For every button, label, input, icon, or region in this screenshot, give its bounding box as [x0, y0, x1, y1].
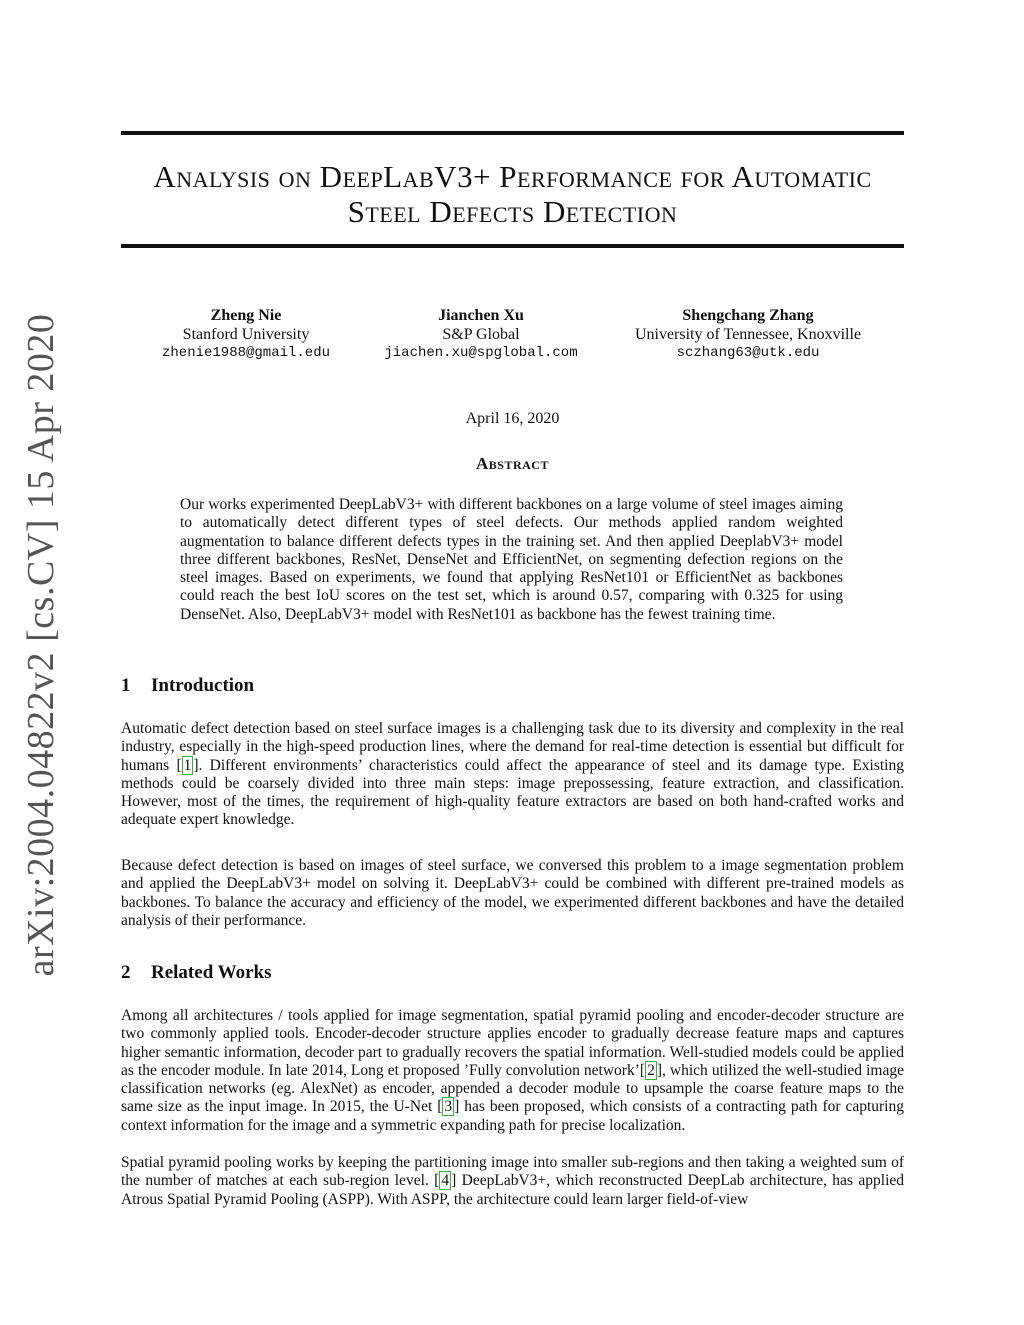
paper-date: April 16, 2020: [465, 410, 560, 427]
paragraph-text: Spatial pyramid pooling works by keeping the partitioning image into smaller sub-regions and then taking a weighted sum of the number of matches at each sub-region level.: [121, 1154, 904, 1190]
arxiv-identifier-stamp: arXiv:2004.04822v2 [cs.CV] 15 Apr 2020: [20, 313, 62, 977]
title-rule-bottom: [121, 244, 904, 248]
paragraph-text: , which utilized the well-studied image classification networks (eg. AlexNet) as encoder, appended a decoder module to upsample the coarse feature maps to the same size as the input image. In 2015, the U-Net: [121, 1061, 904, 1116]
author-name: Shengchang Zhang: [682, 307, 814, 324]
citation-link[interactable]: 2: [647, 1061, 655, 1079]
citation-link[interactable]: 4: [441, 1172, 450, 1190]
introduction-paragraph-2: Because defect detection is based on images of steel surface, we conversed this problem to a image segmentation problem and applied the DeepLabV3+ model on solving it. DeepLabV3+ could be combined with different pre-trained models as backbones. To balance the accuracy and efficiency of the model, we experimented different backbones and have the detailed analysis of their performance.: [121, 857, 904, 929]
paragraph-text: Among all architectures / tools applied for image segmentation, spatial pyramid pooling and encoder-decoder structure are two commonly applied tools. Encoder-decoder structure applies encoder to gradually decrease feature maps and captures higher semantic information, decoder part to gradually recovers the spatial information. Well-studied models could be applied as the encoder module. In late 2014, Long et proposed ’Fully convolution network’: [121, 1007, 904, 1079]
paper-title-line-2: Steel Defects Detection: [347, 194, 678, 229]
citation-link[interactable]: 3: [444, 1098, 453, 1116]
section-heading-related-works: [121, 962, 272, 984]
author-affiliation: University of Tennessee, Knoxville: [634, 326, 862, 343]
paragraph-text: . Different environments’ characteristics could affect the appearance of steel and its damage type. Existing methods could be coarsely divided into three main steps: image prepossessing, feature extraction, and classification. However, most of the times, the requirement of high-quality feature extractors are based on both hand-crafted works and adequate expert knowledge.: [121, 756, 904, 829]
section-number: 1: [121, 675, 131, 696]
author-email[interactable]: jiachen.xu@spglobal.com: [384, 345, 578, 361]
author-email[interactable]: zhenie1988@gmail.edu: [161, 345, 331, 361]
author-block: [598, 306, 898, 363]
paper-title-line-1: Analysis on DeepLabV3+ Performance for Automatic: [153, 159, 872, 194]
citation-link[interactable]: 1: [183, 756, 192, 774]
section-heading-introduction: [121, 675, 254, 697]
paragraph-text: DeepLabV3+, which reconstructed DeepLab architecture, has applied Atrous Spatial Pyramid Pooling (ASPP). With ASPP, the architecture could learn larger field-of-view: [121, 1172, 905, 1208]
section-number: 2: [121, 962, 131, 983]
related-works-paragraph-2: Spatial pyramid pooling works by keeping the partitioning image into smaller sub-regions and then taking a weighted sum of the number of matches at each sub-region level. [ 4 ] DeepLabV3+, which reconstructed DeepLab architecture, has applied Atrous Spatial Pyramid Pooling (ASPP). With ASPP, the architecture could learn larger field-of-view: [121, 1154, 905, 1208]
title-rule-top: [121, 131, 904, 135]
paragraph-text: has been proposed, which consists of a contracting path for capturing context information for the image and a symmetric expanding path for precise localization.: [121, 1098, 904, 1134]
author-name: Jianchen Xu: [438, 307, 524, 324]
author-block: [331, 306, 631, 363]
abstract-body: Our works experimented DeepLabV3+ with different backbones on a large volume of steel images aiming to automatically detect different types of steel defects. Our methods applied random weighted augmentation to balance different defects types in the training set. And then applied DeeplabV3+ model three different backbones, ResNet, DenseNet and EfficientNet, on segmenting defection regions on the steel images. Based on experiments, we found that applying ResNet101 or EfficientNet as backbones could reach the best IoU scores on the test set, which is around 0.57, comparing with 0.325 for using DenseNet. Also, DeepLabV3+ model with ResNet101 as backbone has the fewest training time.: [180, 496, 843, 623]
author-name: Zheng Nie: [210, 307, 282, 324]
paragraph-text: Automatic defect detection based on steel surface images is a challenging task due to its diversity and complexity in the real industry, especially in the high-speed production lines, where the demand for real-time detection is essential but difficult for humans: [121, 720, 904, 774]
introduction-paragraph-1: Automatic defect detection based on steel surface images is a challenging task due to its diversity and complexity in the real industry, especially in the high-speed production lines, where the demand for real-time detection is essential but difficult for humans [ 1 ]. Different environments’ characteristics could affect the appearance of steel and its damage type. Existing methods could be coarsely divided into three main steps: image prepossessing, feature extraction, and classification. However, most of the times, the requirement of high-quality feature extractors are based on both hand-crafted works and adequate expert knowledge.: [121, 720, 904, 829]
section-title: Related Works: [151, 962, 272, 983]
author-affiliation: S&P Global: [442, 326, 520, 343]
section-title: Introduction: [151, 675, 255, 696]
author-email[interactable]: sczhang63@utk.edu: [676, 345, 820, 361]
abstract-heading: Abstract: [476, 454, 549, 473]
author-affiliation: Stanford University: [182, 326, 310, 343]
related-works-paragraph-1: Among all architectures / tools applied for image segmentation, spatial pyramid pooling and encoder-decoder structure are two commonly applied tools. Encoder-decoder structure applies encoder to gradually decrease feature maps and captures higher semantic information, decoder part to gradually recovers the spatial information. Well-studied models could be applied as the encoder module. In late 2014, Long et proposed ’Fully convolution network’[ 2 ], which utilized the well-studied image classification networks (eg. AlexNet) as encoder, appended a decoder module to upsample the coarse feature maps to the same size as the input image. In 2015, the U-Net [ 3 ] has been proposed, which consists of a contracting path for capturing context information for the image and a symmetric expanding path for precise localization.: [121, 1007, 904, 1134]
